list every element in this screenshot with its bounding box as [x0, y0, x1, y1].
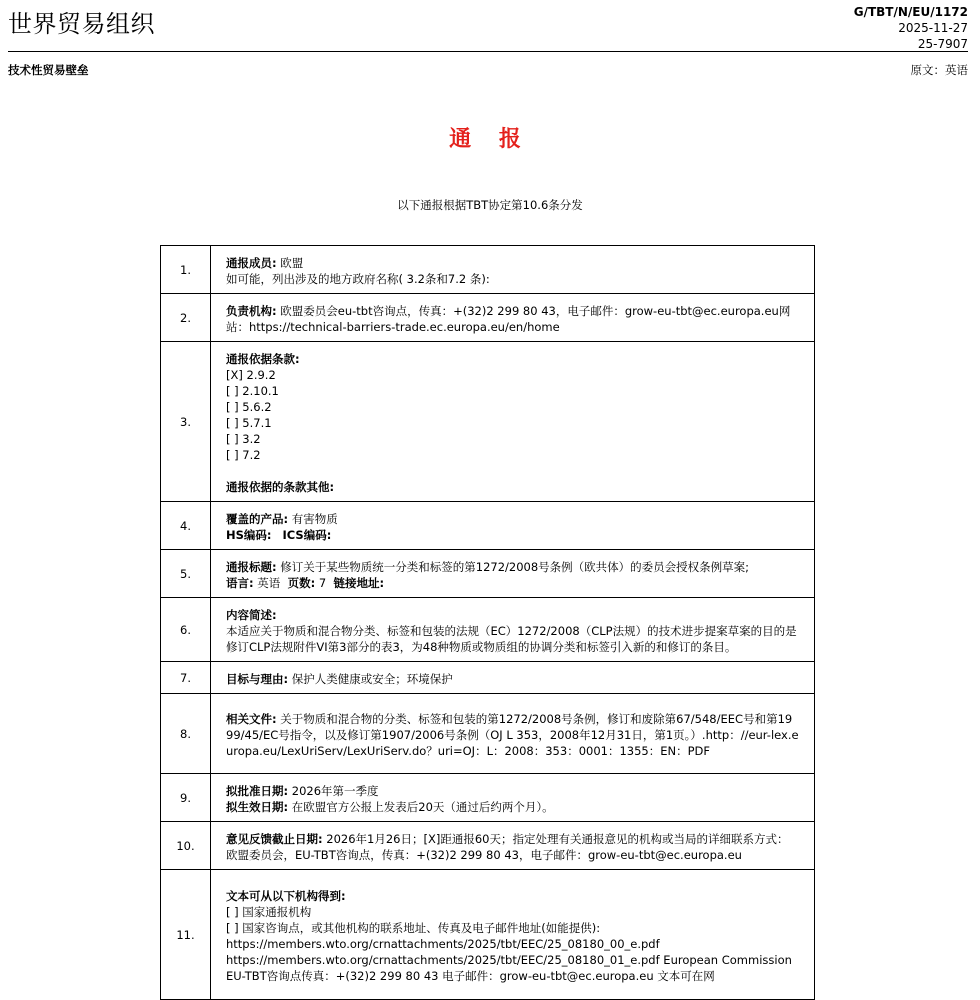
item-body [211, 662, 815, 694]
attachment-link[interactable]: https://members.wto.org/crnattachments/2025/tbt/EEC/25_08180_00_e.pdf [226, 936, 660, 951]
table-row [161, 294, 815, 342]
field-value: 7 [315, 575, 327, 590]
field-label: 通报成员: [226, 255, 277, 270]
item-number: 8. [161, 694, 211, 774]
field-label: 通报依据条款: [226, 351, 300, 366]
field-value: 欧盟 [276, 255, 304, 270]
notification-table [160, 245, 815, 1000]
item-number: 4. [161, 502, 211, 550]
field-label: 文本可从以下机构得到: [226, 888, 346, 903]
field-label: 语言: [226, 575, 254, 590]
item-number: 2. [161, 294, 211, 342]
field-label: 通报依据的条款其他: [226, 479, 335, 494]
item-body [211, 774, 815, 822]
field-value: 本适应关于物质和混合物分类、标签和包装的法规（EC）1272/2008（CLP法规）的技术进步提案草案的目的是修订CLP法规附件VI第3部分的表3，为48种物质或物质组的协调分类和标签引入新的和修订的条目。 [226, 623, 797, 654]
field-label: ICS编码: [282, 527, 332, 542]
item-number: 3. [161, 342, 211, 502]
checkbox-option: [X] 2.9.2 [226, 367, 276, 382]
table-row [161, 822, 815, 870]
table-row [161, 550, 815, 598]
field-label: 链接地址: [333, 575, 385, 590]
header-divider [8, 51, 968, 52]
field-label: 意见反馈截止日期: [226, 831, 323, 846]
item-number: 5. [161, 550, 211, 598]
item-body [211, 870, 815, 1000]
document-meta [854, 4, 968, 52]
checkbox-option: [ ] 7.2 [226, 447, 261, 462]
item-number: 9. [161, 774, 211, 822]
document-date: 2025-11-27 [898, 21, 968, 35]
checkbox-option: [ ] 国家咨询点，或其他机构的联系地址、传真及电子邮件地址(如能提供): [226, 920, 601, 935]
document-symbol: G/TBT/N/EU/1172 [853, 5, 968, 19]
item-body [211, 822, 815, 870]
committee-subtitle: 技术性贸易壁垒 [8, 63, 89, 77]
item-body [211, 598, 815, 662]
notification-title: 通 报 [449, 127, 531, 152]
field-value: 欧盟委员会eu-tbt咨询点，传真：+(32)2 299 80 43，电子邮件：grow-eu-tbt@ec.europa.eu网站：https://technical-barriers-trade.ec.europa.eu/en/home [226, 303, 791, 334]
item-body [211, 502, 815, 550]
field-label: 相关文件: [226, 711, 277, 726]
field-label: 负责机构: [226, 303, 277, 318]
table-row [161, 774, 815, 822]
field-label: 内容简述: [226, 607, 277, 622]
item-number: 7. [161, 662, 211, 694]
item-body [211, 342, 815, 502]
field-label: 覆盖的产品: [226, 511, 289, 526]
item-body [211, 694, 815, 774]
field-value: 2026年1月26日；[X]距通报60天；指定处理有关通报意见的机构或当局的详细联系方式：欧盟委员会，EU-TBT咨询点，传真：+(32)2 299 80 43，电子邮件：grow-eu-tbt@ec.europa.eu [226, 831, 789, 862]
table-row [161, 870, 815, 1000]
item-number: 11. [161, 870, 211, 1000]
field-value: 关于物质和混合物的分类、标签和包装的第1272/2008号条例，修订和废除第67/548/EEC号和第1999/45/EC号指令，以及修订第1907/2006号条例（OJ L 353，2008年12月31日，第1页。）.http：//eur-lex.europa.eu/LexUriServ/LexUriServ.do？uri=OJ：L：2008：353：0001：1355：EN：PDF [226, 711, 799, 758]
field-label: 目标与理由: [226, 671, 289, 686]
table-row [161, 662, 815, 694]
item-body [211, 246, 815, 294]
field-label: 拟批准日期: [226, 783, 289, 798]
field-value: 修订关于某些物质统一分类和标签的第1272/2008号条例（欧共体）的委员会授权条例草案; [276, 559, 750, 574]
field-value: 在欧盟官方公报上发表后20天（通过后约两个月）。 [288, 799, 554, 814]
checkbox-option: [ ] 5.7.1 [226, 415, 272, 430]
field-label: HS编码: [226, 527, 272, 542]
item-body [211, 550, 815, 598]
item-number: 1. [161, 246, 211, 294]
original-language: 原文：英语 [910, 63, 968, 77]
document-number: 25-7907 [917, 37, 968, 51]
field-label: 拟生效日期: [226, 799, 289, 814]
org-title: 世界贸易组织 [8, 10, 155, 38]
field-label: 页数: [287, 575, 316, 590]
item-number: 10. [161, 822, 211, 870]
attachment-link[interactable]: https://members.wto.org/crnattachments/2025/tbt/EEC/25_08180_01_e.pdf European CommissionEU-TBT咨询点传真：+(32)2 299 80 43 电子邮件：grow-eu-tbt@ec.europa.eu 文本可在网 [226, 952, 792, 983]
distribution-note: 以下通报根据TBT协定第10.6条分发 [397, 198, 583, 212]
table-row [161, 598, 815, 662]
field-value: 如可能，列出涉及的地方政府名称( 3.2条和7.2 条): [226, 271, 490, 286]
table-row [161, 694, 815, 774]
field-value: 2026年第一季度 [288, 783, 379, 798]
checkbox-option: [ ] 国家通报机构 [226, 904, 312, 919]
table-row [161, 246, 815, 294]
item-body [211, 294, 815, 342]
table-row [161, 502, 815, 550]
checkbox-option: [ ] 2.10.1 [226, 383, 279, 398]
field-label: 通报标题: [226, 559, 277, 574]
field-value: 有害物质 [288, 511, 338, 526]
field-value: 英语 [253, 575, 281, 590]
field-value: 保护人类健康或安全；环境保护 [288, 671, 453, 686]
checkbox-option: [ ] 3.2 [226, 431, 261, 446]
item-number: 6. [161, 598, 211, 662]
table-row [161, 342, 815, 502]
checkbox-option: [ ] 5.6.2 [226, 399, 272, 414]
